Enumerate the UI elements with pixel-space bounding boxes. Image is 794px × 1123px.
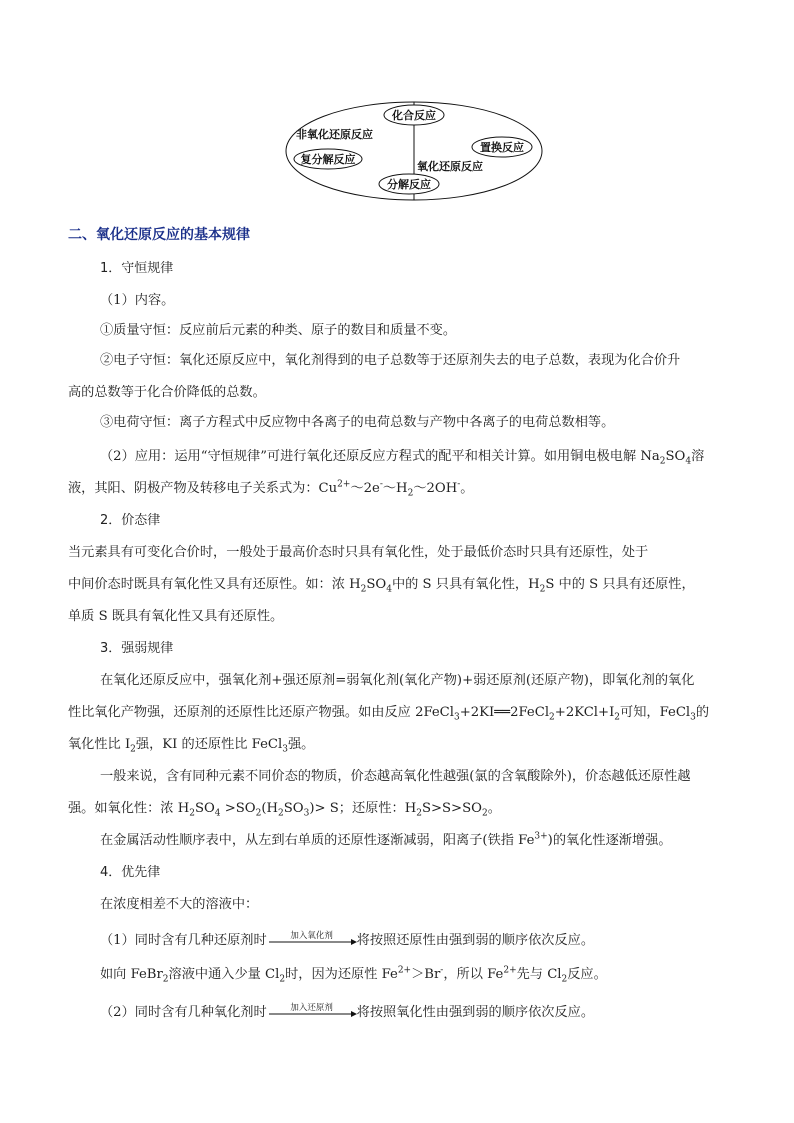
subscript: 2	[407, 488, 414, 499]
text-line	[100, 930, 760, 952]
superscript: -	[457, 479, 461, 490]
text: >SO	[220, 801, 256, 816]
subscript: 2	[162, 974, 169, 985]
text: （1）同时含有几种还原剂时	[100, 933, 267, 948]
arrow-label: 加入还原剂	[290, 1002, 333, 1013]
subscript: 2	[614, 712, 621, 723]
superscript: -	[440, 965, 444, 976]
subscript: 2	[539, 584, 546, 595]
subscript: 3	[303, 808, 310, 819]
text: 在金属活动性顺序表中，从左到右单质的还原性逐渐减弱，阳离子(铁指 Fe	[100, 833, 535, 848]
text-line: （1）内容。	[100, 293, 175, 308]
text-line	[68, 734, 728, 756]
superscript: 2+	[397, 965, 412, 976]
text: SO	[283, 801, 304, 816]
text-line: 单质 S 既具有氧化性又具有还原性。	[68, 609, 284, 624]
subscript: 2	[549, 712, 555, 723]
heading-conservation: 1．守恒规律	[100, 261, 174, 276]
text: ～2e	[350, 481, 380, 496]
superscript: 2+	[337, 479, 351, 490]
heading-priority: 4．优先律	[100, 865, 161, 880]
text: ＞Br	[411, 967, 441, 982]
text: 氧化性比 I	[68, 737, 131, 752]
text: 将按照还原性由强到弱的顺序依次反应。	[356, 933, 595, 948]
reaction-type-diagram	[284, 100, 544, 202]
subscript: 2	[278, 808, 284, 819]
subscript: 3	[454, 712, 460, 723]
text-line	[100, 446, 760, 468]
text: ～H	[382, 481, 408, 496]
subscript: 2	[189, 808, 195, 819]
text-line	[100, 1002, 760, 1024]
double-decomp-label: 复分解反应	[300, 153, 356, 166]
subscript: 2	[481, 808, 488, 819]
text: +2KCl+I	[554, 705, 615, 720]
subscript: 4	[214, 808, 221, 819]
text: ，所以 Fe	[443, 967, 504, 982]
subscript: 2	[659, 456, 666, 467]
text: 如向 FeBr	[100, 967, 163, 982]
subscript: 4	[386, 584, 392, 595]
text: 液，其阳、阴极产物及转移电子关系式为：Cu	[68, 481, 338, 496]
text: (H	[261, 801, 279, 816]
text: +2KI══2FeCl	[459, 705, 550, 720]
text: SO	[194, 801, 215, 816]
text: 强。如氧化性：浓 H	[68, 801, 190, 816]
reaction-arrow	[267, 1002, 357, 1021]
text: 。	[487, 801, 501, 816]
text-line: ①质量守恒：反应前后元素的种类、原子的数目和质量不变。	[100, 323, 457, 338]
superscript: 2+	[503, 965, 517, 976]
text: S>S>SO	[421, 801, 482, 816]
text-line: ③电荷守恒：离子方程式中反应物中各离子的电荷总数与产物中各离子的电荷总数相等。	[100, 415, 615, 430]
text-line: 一般来说，含有同种元素不同价态的物质，价态越高氧化性越强(氯的含氧酸除外)，价态越低还原性越	[100, 769, 691, 784]
text: S 中的 S 只具有还原性，	[545, 577, 695, 592]
text: ～2OH	[413, 481, 458, 496]
subscript: 2	[130, 744, 136, 755]
superscript: 3+	[534, 831, 548, 842]
arrow-icon	[267, 1005, 357, 1021]
subscript: 3	[690, 712, 696, 723]
text-line: 当元素具有可变化合价时，一般处于最高价态时只具有氧化性，处于最低价态时只具有还原性，处于	[68, 545, 649, 560]
arrow-icon	[267, 933, 357, 949]
text: （2）应用：运用“守恒规律”可进行氧化还原反应方程式的配平和相关计算。如用铜电极电解 Na	[100, 449, 660, 464]
subscript: 3	[282, 744, 288, 755]
subscript: 2	[255, 808, 262, 819]
text: SO	[366, 577, 387, 592]
text: SO	[665, 449, 686, 464]
subscript: 2	[561, 974, 568, 985]
text: 。	[460, 481, 474, 496]
subscript: 4	[685, 456, 692, 467]
section-title: 二、氧化还原反应的基本规律	[68, 227, 250, 243]
text: 强，KI 的还原性比 FeCl	[135, 737, 283, 752]
superscript: -	[379, 479, 383, 490]
text: 的	[695, 705, 710, 720]
text: 中间价态时既具有氧化性又具有还原性。如：浓 H	[68, 577, 361, 592]
text: 时，因为还原性 Fe	[285, 967, 398, 982]
combination-label: 化合反应	[392, 109, 436, 122]
text-line: ②电子守恒：氧化还原反应中，氧化剂得到的电子总数等于还原剂失去的电子总数，表现为化合价升	[100, 353, 681, 368]
text: 中的 S 只具有氧化性，H	[391, 577, 540, 592]
text-line	[100, 964, 760, 986]
decomposition-label: 分解反应	[387, 178, 431, 191]
text-line	[68, 798, 728, 820]
text: 可知，FeCl	[620, 705, 691, 720]
text: 性比氧化产物强，还原剂的还原性比还原产物强。如由反应 2FeCl	[68, 705, 454, 720]
displacement-label: 置换反应	[480, 141, 524, 154]
text: 将按照氧化性由强到弱的顺序依次反应。	[356, 1005, 595, 1020]
text: )的氧化性逐渐增强。	[547, 833, 672, 848]
text-line	[100, 830, 760, 852]
text: 反应。	[567, 967, 607, 982]
text: )> S；还原性：H	[309, 801, 417, 816]
heading-strength: 3．强弱规律	[100, 641, 174, 656]
text-line	[68, 702, 728, 724]
text: （2）同时含有几种氧化剂时	[100, 1005, 267, 1020]
arrow-label: 加入氧化剂	[290, 930, 333, 941]
subscript: 2	[360, 584, 367, 595]
subscript: 2	[279, 974, 286, 985]
text-line	[68, 478, 728, 500]
text-line: 在氧化还原反应中，强氧化剂+强还原剂=弱氧化剂(氧化产物)+弱还原剂(还原产物)，即氧化剂的氧化	[100, 673, 695, 688]
non-redox-label: 非氧化还原反应	[296, 128, 373, 141]
text-line: 高的总数等于化合价降低的总数。	[68, 385, 266, 400]
heading-valence: 2．价态律	[100, 513, 161, 528]
text: 溶	[691, 449, 705, 464]
reaction-arrow	[267, 930, 357, 949]
text: 强。	[287, 737, 315, 752]
redox-label: 氧化还原反应	[417, 160, 483, 173]
text-line	[68, 574, 728, 596]
text: 溶液中通入少量 Cl	[168, 967, 280, 982]
text: 先与 Cl	[516, 967, 562, 982]
subscript: 2	[416, 808, 422, 819]
text-line: 在浓度相差不大的溶液中：	[100, 897, 259, 912]
